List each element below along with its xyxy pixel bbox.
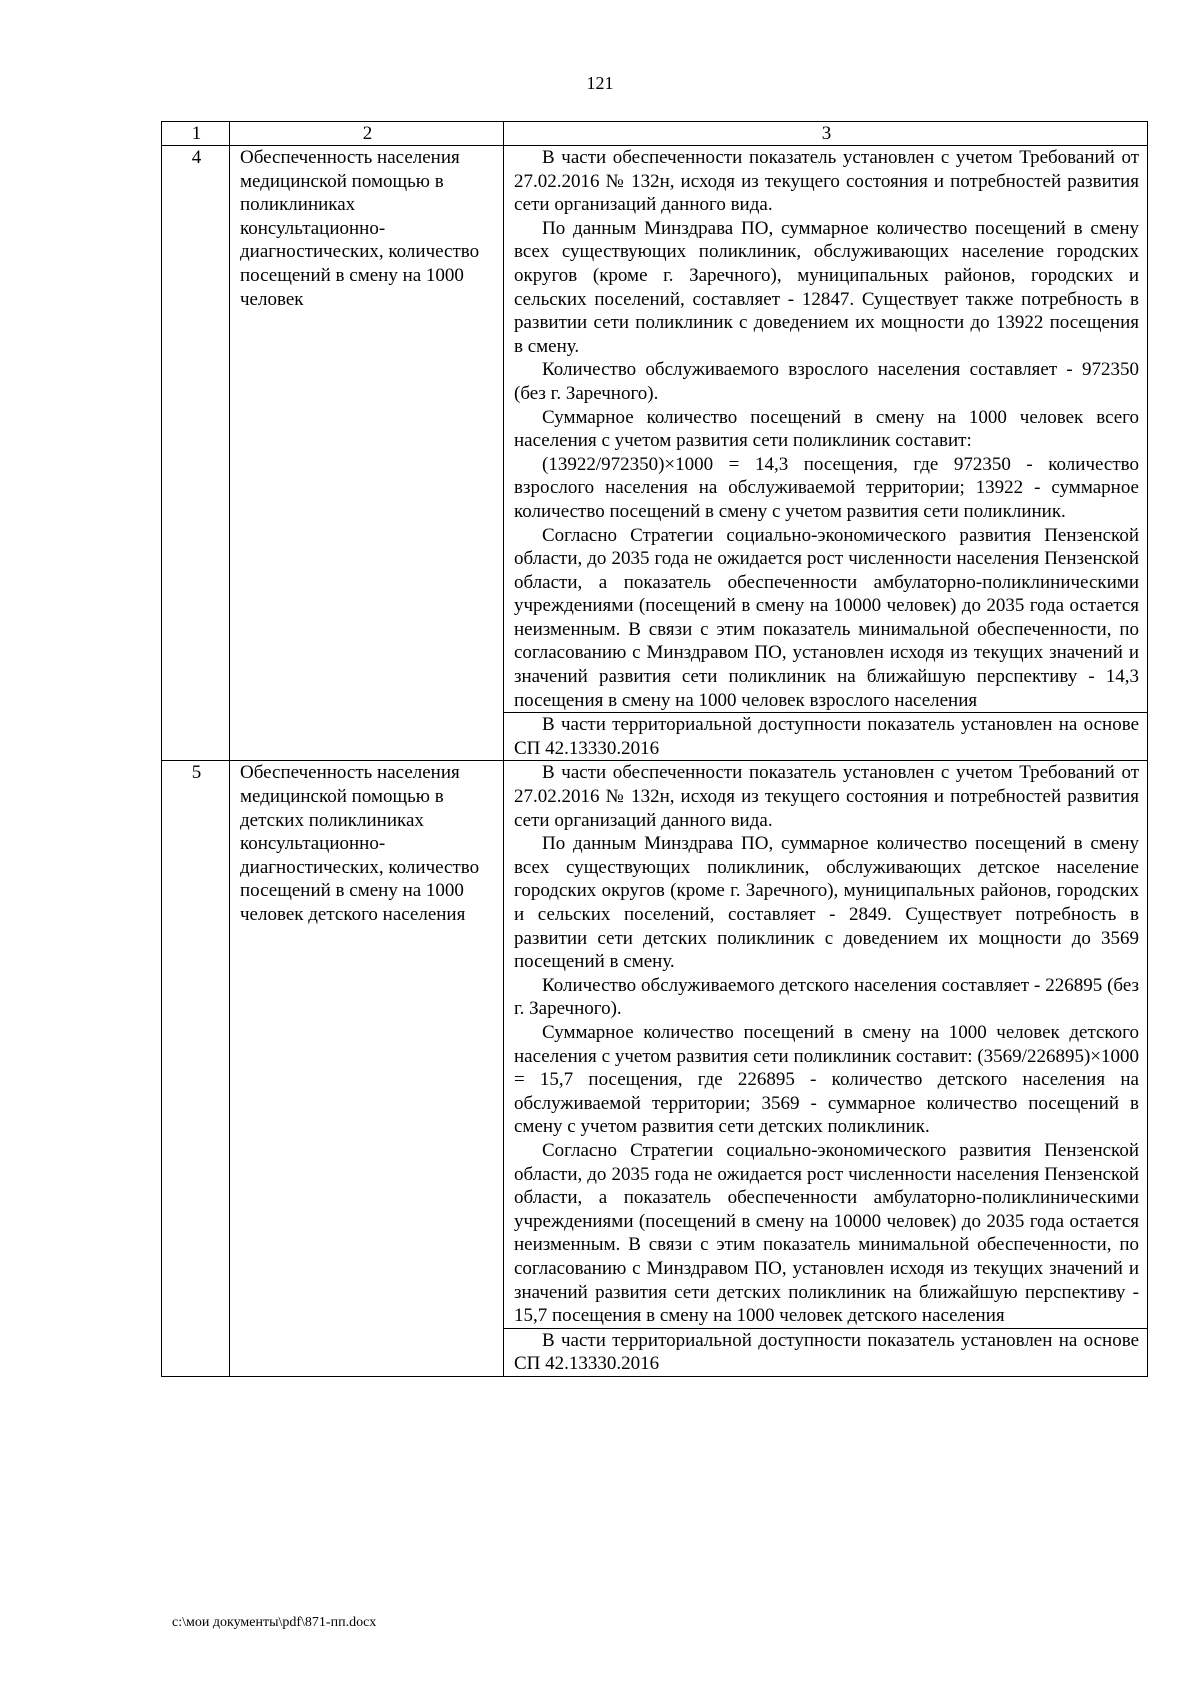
footer-file-path: c:\мои документы\pdf\871-пп.docx <box>172 1615 377 1630</box>
access-paragraph: В части территориальной доступности показатель установлен на основе СП 42.13330.2016 <box>514 1329 1139 1375</box>
justification-paragraph: Согласно Стратегии социально-экономического развития Пензенской области, до 2035 года не ожидается рост численности населения Пензенской области, а показатель обеспеченности амбулаторно-поликлиническими учреждениями (посещений в смену на 10000 человек) до 2035 года остается неизменным. В связи с этим показатель минимальной обеспеченности, по согласованию с Минздравом ПО, установлен исходя из текущих значений и значений развития сети поликлиник на ближайшую перспективу - 14,3 посещения в смену на 1000 человек взрослого населения <box>514 524 1139 711</box>
justification-paragraph: По данным Минздрава ПО, суммарное количество посещений в смену всех существующих поликлиник, обслуживающих детское население городских округов (кроме г. Заречного), муниципальных районов, городских и сельских поселений, составляет - 2849. Существует потребность в развитии сети детских поликлиник с доведением их мощности до 3569 посещений в смену. <box>514 833 1139 973</box>
row-number: 5 <box>162 761 230 1376</box>
justification-paragraph: (13922/972350)×1000 = 14,3 посещения, где 972350 - количество взрослого населения на обслуживаемой территории; 13922 - суммарное количество посещений в смену с учетом развития сети поликлиник. <box>514 453 1139 522</box>
header-cell-1: 1 <box>162 122 230 146</box>
justification-paragraph: В части обеспеченности показатель установлен с учетом Требований от 27.02.2016 № 132н, исходя из текущего состояния и потребностей развития сети организаций данного вида. <box>514 147 1139 216</box>
justification-cell <box>504 761 1148 1328</box>
justification-cell <box>504 146 1148 713</box>
indicator-name: Обеспеченность населения медицинской помощью в детских поликлиниках консультационно-диагностических, количество посещений в смену на 1000 человек детского населения <box>230 761 504 1376</box>
header-cell-3: 3 <box>504 122 1148 146</box>
row-number: 4 <box>162 146 230 761</box>
access-paragraph: В части территориальной доступности показатель установлен на основе СП 42.13330.2016 <box>514 714 1139 759</box>
justification-paragraph: Согласно Стратегии социально-экономического развития Пензенской области, до 2035 года не ожидается рост численности населения Пензенской области, а показатель обеспеченности амбулаторно-поликлиническими учреждениями (посещений в смену на 10000 человек) до 2035 года остается неизменным. В связи с этим показатель минимальной обеспеченности, по согласованию с Минздравом ПО, установлен исходя из текущих значений и значений развития сети детских поликлиник на ближайшую перспективу - 15,7 посещения в смену на 1000 человек детского населения <box>514 1139 1139 1327</box>
justification-paragraph: Суммарное количество посещений в смену на 1000 человек всего населения с учетом развития сети поликлиник составит: <box>514 406 1139 452</box>
table-row-5-main <box>162 761 1148 1328</box>
header-cell-2: 2 <box>230 122 504 146</box>
justification-paragraph: Количество обслуживаемого детского населения составляет - 226895 (без г. Заречного). <box>514 974 1139 1020</box>
justification-paragraph: Суммарное количество посещений в смену на 1000 человек детского населения с учетом развития сети поликлиник составит: (3569/226895)×1000 = 15,7 посещения, где 226895 - количество детского населения на обслуживаемой территории; 3569 - суммарное количество посещений в смену с учетом развития сети детских поликлиник. <box>514 1021 1139 1138</box>
access-cell <box>504 713 1148 761</box>
page-number: 121 <box>586 73 614 93</box>
indicators-table <box>161 121 1148 1377</box>
justification-paragraph: Количество обслуживаемого взрослого населения составляет - 972350 (без г. Заречного). <box>514 359 1139 404</box>
justification-paragraph: По данным Минздрава ПО, суммарное количество посещений в смену всех существующих поликлиник, обслуживающих население городских округов (кроме г. Заречного), муниципальных районов, городских и сельских поселений, составляет - 12847. Существует также потребность в развитии сети поликлиник с доведением их мощности до 13922 посещения в смену. <box>514 217 1139 357</box>
justification-paragraph: В части обеспеченности показатель установлен с учетом Требований от 27.02.2016 № 132н, исходя из текущего состояния и потребностей развития сети организаций данного вида. <box>514 762 1139 831</box>
table-header-row <box>162 122 1148 146</box>
table-row-4-main <box>162 146 1148 713</box>
indicator-name: Обеспеченность населения медицинской помощью в поликлиниках консультационно-диагностических, количество посещений в смену на 1000 человек <box>230 146 504 761</box>
access-cell <box>504 1328 1148 1376</box>
